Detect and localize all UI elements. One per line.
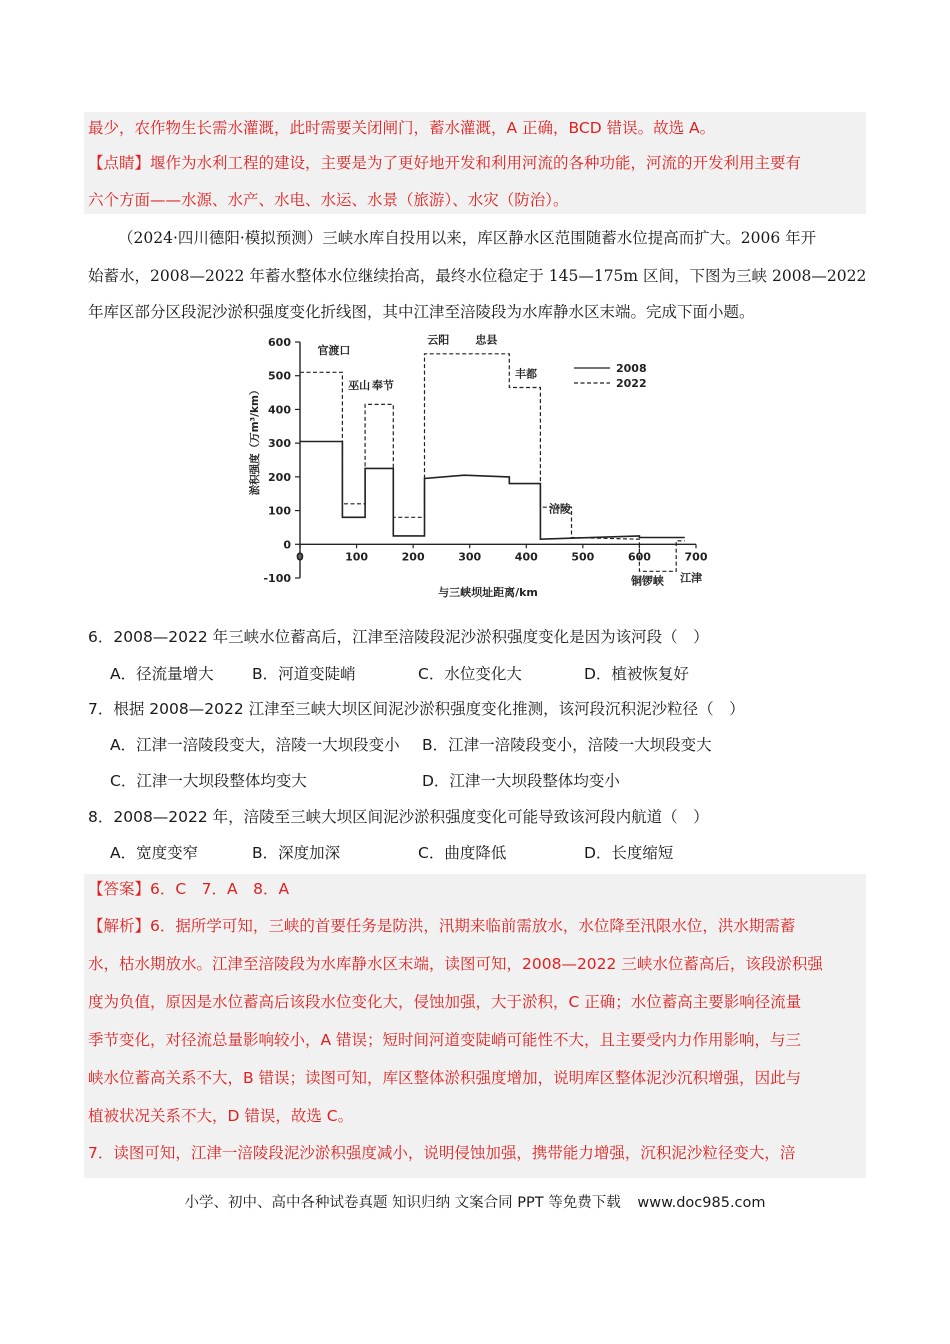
- station-label: 官渡口: [317, 343, 351, 357]
- analysis-line-3: 度为负值，原因是水位蓄高后该段水位变化大，侵蚀加强，大于淤积，C 正确；水位蓄高主要影响径流量: [88, 993, 802, 1011]
- comment-line-1: 【点睛】堰作为水利工程的建设，主要是为了更好地开发和利用河流的各种功能，河流的开发利用主要有: [88, 154, 802, 172]
- analysis-line-2: 水，枯水期放水。江津至涪陵段为水库静水区末端，读图可知，2008—2022 三峡水位蓄高后，该段淤积强: [88, 955, 823, 973]
- answer-line: 【答案】6．C 7．A 8．A: [88, 880, 290, 898]
- legend-label: 2008: [616, 362, 647, 375]
- analysis-line-4: 季节变化，对径流总量影响较小，A 错误；短时间河道变陡峭可能性不大，且主要受内力作用影响，与三: [88, 1031, 802, 1049]
- page-footer: [0, 1191, 950, 1212]
- q7-option-d: D．江津一大坝段整体均变小: [422, 772, 620, 790]
- station-label: 忠县: [475, 334, 498, 347]
- x-tick-label: 600: [627, 550, 651, 564]
- x-axis-label: 与三峡坝址距离/km: [438, 586, 538, 599]
- y-tick-label: 0: [283, 538, 291, 552]
- analysis-line-1: 【解析】6．据所学可知，三峡的首要任务是防洪，汛期来临前需放水，水位降至汛限水位，洪水期需蓄: [88, 917, 796, 935]
- question-7-stem: 7．根据 2008—2022 江津至三峡大坝区间泥沙淤积强度变化推测，该河段沉积泥沙粒径（ ）: [88, 700, 745, 718]
- intro-line-3: 年库区部分区段泥沙淤积强度变化折线图，其中江津至涪陵段为水库静水区末端。完成下面小题。: [88, 303, 755, 321]
- analysis-line-7: 7．读图可知，江津一涪陵段泥沙淤积强度减小，说明侵蚀加强，携带能力增强，沉积泥沙粒径变大，涪: [88, 1144, 796, 1162]
- legend-label: 2022: [616, 377, 647, 390]
- comment-line-2: 六个方面——水源、水产、水电、水运、水景（旅游）、水灾（防治）。: [88, 191, 569, 209]
- station-label: 铜锣峡: [630, 574, 664, 588]
- analysis-line-5: 峡水位蓄高关系不大，B 错误；读图可知，库区整体淤积强度增加，说明库区整体泥沙沉积增强，因此与: [88, 1069, 802, 1087]
- footer-text: 小学、初中、高中各种试卷真题 知识归纳 文案合同 PPT 等免费下载: [184, 1195, 621, 1211]
- footer-url[interactable]: www.doc985.com: [637, 1195, 766, 1211]
- q6-option-a: A．径流量增大: [110, 665, 214, 683]
- sediment-chart: [240, 334, 720, 600]
- y-tick-label: 300: [268, 437, 291, 451]
- series-line-2008: [300, 442, 685, 540]
- y-tick-label: 500: [268, 369, 291, 383]
- station-label: 巫山: [348, 379, 371, 393]
- analysis-line-6: 植被状况关系不大，D 错误，故选 C。: [88, 1107, 354, 1125]
- station-label: 江津: [680, 571, 703, 585]
- x-tick-label: 500: [571, 550, 595, 564]
- y-tick-label: 200: [268, 470, 291, 484]
- station-label: 丰都: [514, 367, 537, 381]
- x-tick-label: 700: [684, 550, 708, 564]
- x-tick-label: 400: [514, 550, 538, 564]
- station-label: 涪陵: [548, 502, 571, 516]
- q6-option-d: D．植被恢复好: [584, 665, 689, 683]
- q6-option-b: B．河道变陡峭: [252, 665, 356, 683]
- question-8-stem: 8．2008—2022 年，涪陵至三峡大坝区间泥沙淤积强度变化可能导致该河段内航道（ ）: [88, 808, 709, 826]
- y-tick-label: 100: [268, 504, 291, 518]
- question-6-stem: 6．2008—2022 年三峡水位蓄高后，江津至涪陵段泥沙淤积强度变化是因为该河段（ ）: [88, 628, 709, 646]
- x-tick-label: 200: [401, 550, 425, 564]
- y-tick-label: 600: [268, 336, 291, 349]
- q8-option-c: C．曲度降低: [418, 844, 507, 862]
- x-tick-label: 300: [458, 550, 482, 564]
- y-tick-label: 400: [268, 403, 291, 417]
- y-axis-label: 淤积强度（万m³/km）: [249, 384, 261, 496]
- answer-continuation-line: 最少，农作物生长需水灌溉，此时需要关闭闸门，蓄水灌溉，A 正确，BCD 错误。故选 A。: [88, 119, 716, 137]
- station-label: 云阳: [427, 334, 450, 347]
- q7-option-b: B．江津一涪陵段变小，涪陵一大坝段变大: [422, 736, 712, 754]
- q6-option-c: C．水位变化大: [418, 665, 522, 683]
- intro-line-2: 始蓄水，2008—2022 年蓄水整体水位继续抬高，最终水位稳定于 145—175m 区间，下图为三峡 2008—2022: [88, 267, 867, 285]
- q7-option-c: C．江津一大坝段整体均变大: [110, 772, 307, 790]
- station-label: 奉节: [371, 379, 394, 393]
- x-tick-label: 0: [296, 550, 304, 564]
- q8-option-b: B．深度加深: [252, 844, 341, 862]
- y-tick-label: -100: [263, 572, 291, 585]
- q8-option-a: A．宽度变窄: [110, 844, 199, 862]
- x-tick-label: 100: [345, 550, 369, 564]
- q7-option-a: A．江津一涪陵段变大，涪陵一大坝段变小: [110, 736, 400, 754]
- intro-line-1: （2024·四川德阳·模拟预测）三峡水库自投用以来，库区静水区范围随蓄水位提高而扩大。2006 年开: [118, 229, 817, 247]
- q8-option-d: D．长度缩短: [584, 844, 674, 862]
